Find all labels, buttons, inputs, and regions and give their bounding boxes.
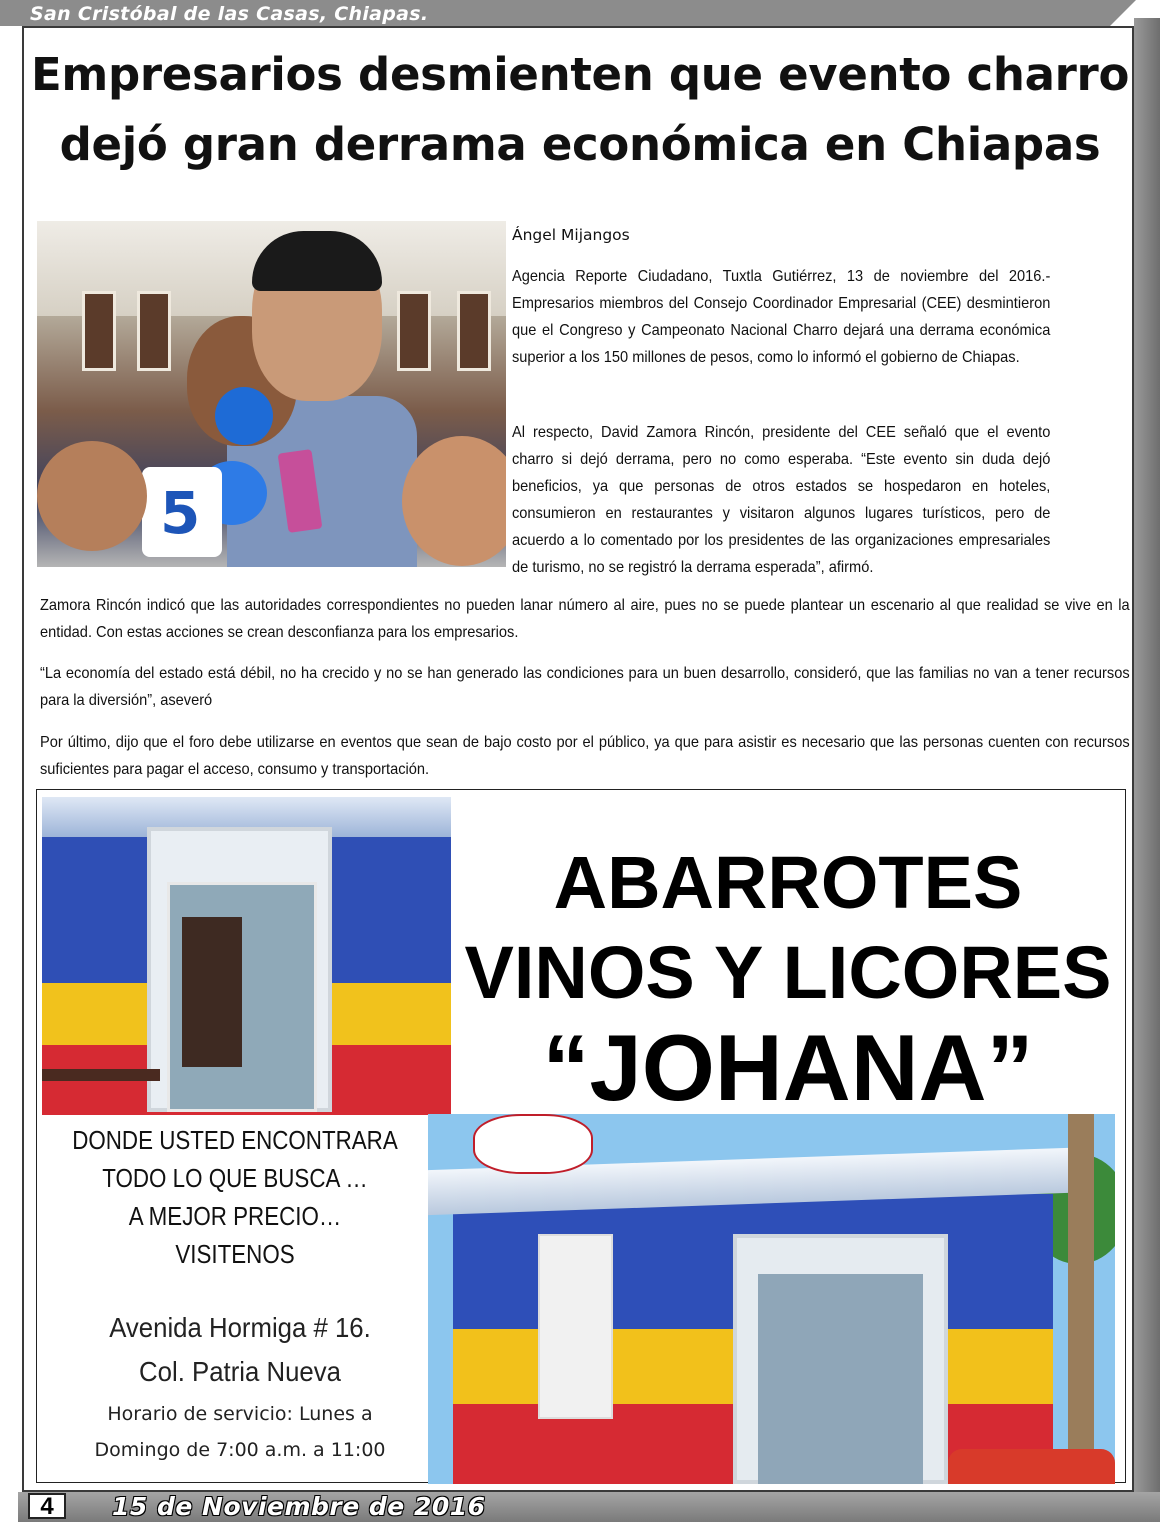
page-number: 4	[40, 1493, 54, 1520]
ad-address-line-2: Col. Patria Nueva	[139, 1356, 341, 1387]
ad-title	[452, 838, 1124, 1118]
beer-sign	[473, 1114, 593, 1174]
store-photo-front	[42, 797, 451, 1115]
footer-date: 15 de Noviembre de 2016	[112, 1492, 486, 1521]
ad-hours	[60, 1396, 420, 1468]
ad-address-line-1: Avenida Hormiga # 16.	[109, 1312, 371, 1343]
ad-slogan-line-2: TODO LO QUE BUSCA …	[102, 1163, 368, 1193]
article-paragraph-3: Zamora Rincón indicó que las autoridades correspondientes no pueden lanar número al aire, pues no se puede plantear un escenario al que realidad se vive en la entidad. Con estas acciones se crean desconfianza para los empresarios.	[40, 597, 1130, 641]
article-paragraph-2: Al respecto, David Zamora Rincón, presidente del CEE señaló que el evento charro si dejó derrama, pero no como esperaba. “Este evento sin duda dejó beneficios, ya que personas de otros estados se hospedaron en hoteles, consumieron en restaurantes y visitaron algunos lugares turísticos, pero de acuerdo a lo comentado por los presidentes de las organizaciones empresariales de turismo, no se registró la derrama esperada”, afirmó.	[512, 424, 1051, 576]
ad-slogan-line-3: A MEJOR PRECIO… VISITENOS	[128, 1201, 342, 1269]
ad-address	[40, 1306, 440, 1394]
article-headline: Empresarios desmienten que evento charro dejó gran derrama económica en Chiapas	[30, 48, 1130, 171]
ad-slogan-line-1: DONDE USTED ENCONTRARA	[72, 1125, 398, 1155]
article-byline: Ángel Mijangos	[512, 226, 630, 244]
ad-hours-line-1: Horario de servicio: Lunes a	[107, 1403, 373, 1425]
ad-hours-line-2: Domingo de 7:00 a.m. a 11:00	[94, 1439, 386, 1461]
ad-title-line-2: VINOS Y LICORES	[464, 931, 1112, 1014]
ad-title-line-1: ABARROTES	[553, 841, 1023, 924]
article-paragraph-1: Agencia Reporte Ciudadano, Tuxtla Gutiérrez, 13 de noviembre del 2016.- Empresarios miembros del Consejo Coordinador Empresarial (CEE) desmintieron que el Congreso y Campeonato Nacional Charro dejará una derrama económica superior a los 150 millones de pesos, como lo informó el gobierno de Chiapas.	[512, 268, 1051, 366]
tv-channel-logo: 5	[142, 467, 222, 557]
header-location: San Cristóbal de las Casas, Chiapas.	[30, 3, 429, 25]
article-paragraph-4: “La economía del estado está débil, no ha crecido y no se han generado las condiciones para un buen desarrollo, consideró, que las familias no van a tener recursos para la diversión”, aseveró	[40, 665, 1130, 709]
page-number-box	[28, 1493, 66, 1519]
page-shadow-right	[1134, 18, 1160, 1508]
article-photo	[37, 221, 506, 567]
article-paragraph-5: Por último, dijo que el foro debe utilizarse en eventos que sean de bajo costo por el público, ya que para asistir es necesario que las personas cuenten con recursos suficientes para pagar el acceso, consumo y transportación.	[40, 734, 1130, 778]
ad-store-name: “JOHANA”	[542, 1015, 1034, 1120]
ad-slogan	[40, 1121, 430, 1273]
store-photo-street	[428, 1114, 1115, 1484]
